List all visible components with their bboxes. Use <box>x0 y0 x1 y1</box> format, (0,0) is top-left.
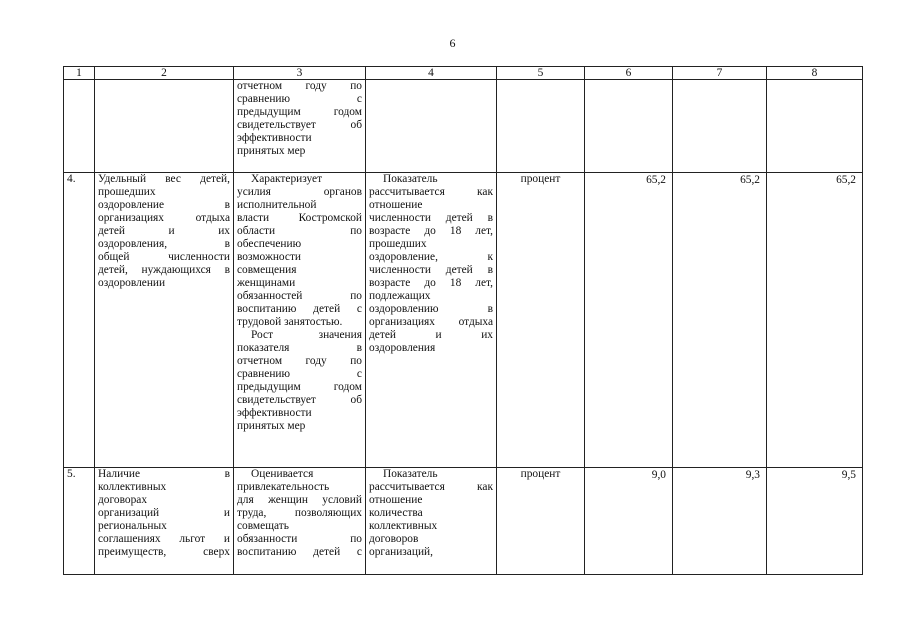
text-line: детей и их <box>369 329 493 341</box>
text-line: организаций и <box>98 507 230 519</box>
cell-number: 5. <box>64 468 95 575</box>
text-line: отчетном году по <box>237 355 362 367</box>
text-line: привлекательность <box>237 481 330 493</box>
table-row-continuation <box>64 80 863 173</box>
text-line: детей, нуждающихся в <box>98 264 230 276</box>
cell-unit: процент <box>497 468 585 575</box>
cell-indicator-name <box>95 80 234 173</box>
text-line: отношение <box>369 494 423 506</box>
cell-value: 65,2 <box>767 173 863 468</box>
text-line: предыдущим годом <box>237 106 362 118</box>
text-line: оздоровления, в <box>98 238 230 250</box>
text-line: Наличие в <box>98 468 230 480</box>
cell-value: 9,3 <box>673 468 767 575</box>
cell-number <box>64 80 95 173</box>
text-line: усилия органов <box>237 186 362 198</box>
header-cell: 2 <box>95 67 234 80</box>
text-line: организациях отдыха <box>369 316 493 328</box>
table-row-4 <box>64 173 863 468</box>
text-line: возрасте до 18 лет, <box>369 225 493 237</box>
text-line: коллективных <box>98 481 167 493</box>
text-line: власти Костромской <box>237 212 362 224</box>
text-line: Оценивается <box>251 468 314 480</box>
cell-value <box>585 80 673 173</box>
text-line: отношение <box>369 199 423 211</box>
text-line: договорах <box>98 494 148 506</box>
text-line: организаций, <box>369 546 433 558</box>
text-line: численности детей в <box>369 212 493 224</box>
text-line: сравнению с <box>237 93 362 105</box>
cell-description <box>234 468 366 575</box>
text-line: региональных <box>98 520 167 532</box>
text-line: количества <box>369 507 423 519</box>
cell-value <box>767 80 863 173</box>
cell-method <box>366 468 497 575</box>
text-line: возможности <box>237 251 302 263</box>
header-cell: 5 <box>497 67 585 80</box>
header-cell: 4 <box>366 67 497 80</box>
text-line: Рост значения <box>251 329 362 341</box>
cell-indicator-name <box>95 468 234 575</box>
cell-method <box>366 173 497 468</box>
text-line: принятых мер <box>237 145 306 157</box>
text-line: показателя в <box>237 342 362 354</box>
cell-value: 9,5 <box>767 468 863 575</box>
text-line: общей численности <box>98 251 230 263</box>
text-line: оздоровления <box>369 342 436 354</box>
text-line: рассчитывается как <box>369 186 493 198</box>
text-line: совмещать <box>237 520 289 532</box>
text-line: женщинами <box>237 277 296 289</box>
header-cell: 1 <box>64 67 95 80</box>
cell-value <box>673 80 767 173</box>
text-line: договоров <box>369 533 419 545</box>
text-line: Показатель <box>383 173 438 185</box>
text-line: численности детей в <box>369 264 493 276</box>
cell-value: 9,0 <box>585 468 673 575</box>
text-line: Показатель <box>383 468 438 480</box>
cell-value: 65,2 <box>673 173 767 468</box>
text-line: прошедших <box>369 238 427 250</box>
text-line: отчетном году по <box>237 80 362 92</box>
text-line: обязанностей по <box>237 290 362 302</box>
text-line: воспитанию детей с <box>237 546 362 558</box>
cell-method <box>366 80 497 173</box>
text-line: подлежащих <box>369 290 431 302</box>
text-line: трудовой занятостью. <box>237 316 343 328</box>
text-line: детей и их <box>98 225 230 237</box>
text-line: принятых мер <box>237 420 306 432</box>
text-line: Характеризует <box>251 173 323 185</box>
text-line: организациях отдыха <box>98 212 230 224</box>
text-line: воспитанию детей с <box>237 303 362 315</box>
text-line: свидетельствует об <box>237 119 362 131</box>
text-line: труда, позволяющих <box>237 507 362 519</box>
text-line: эффективности <box>237 132 312 144</box>
cell-indicator-name <box>95 173 234 468</box>
text-line: области по <box>237 225 362 237</box>
indicators-table <box>63 66 863 575</box>
text-line: преимуществ, сверх <box>98 546 230 558</box>
header-cell: 3 <box>234 67 366 80</box>
text-line: для женщин условий <box>237 494 362 506</box>
cell-description <box>234 173 366 468</box>
text-line: свидетельствует об <box>237 394 362 406</box>
text-line: предыдущим годом <box>237 381 362 393</box>
cell-value: 65,2 <box>585 173 673 468</box>
text-line: оздоровление, к <box>369 251 493 263</box>
text-line: прошедших <box>98 186 156 198</box>
table-row-5 <box>64 468 863 575</box>
text-line: эффективности <box>237 407 312 419</box>
cell-number: 4. <box>64 173 95 468</box>
text-line: исполнительной <box>237 199 317 211</box>
text-line: оздоровлению в <box>369 303 493 315</box>
text-line: рассчитывается как <box>369 481 493 493</box>
text-line: сравнению с <box>237 368 362 380</box>
text-line: возрасте до 18 лет, <box>369 277 493 289</box>
text-line: соглашениях льгот и <box>98 533 230 545</box>
text-line: оздоровлении <box>98 277 166 289</box>
text-line: совмещения <box>237 264 297 276</box>
cell-unit: процент <box>497 173 585 468</box>
text-line: Удельный вес детей, <box>98 173 230 185</box>
text-line: оздоровление в <box>98 199 230 211</box>
cell-unit <box>497 80 585 173</box>
header-cell: 6 <box>585 67 673 80</box>
text-line: обязанности по <box>237 533 362 545</box>
text-line: коллективных <box>369 520 438 532</box>
header-cell: 8 <box>767 67 863 80</box>
table-header-row <box>64 67 863 80</box>
text-line: обеспечению <box>237 238 302 250</box>
header-cell: 7 <box>673 67 767 80</box>
page-number: 6 <box>449 36 456 50</box>
cell-description <box>234 80 366 173</box>
